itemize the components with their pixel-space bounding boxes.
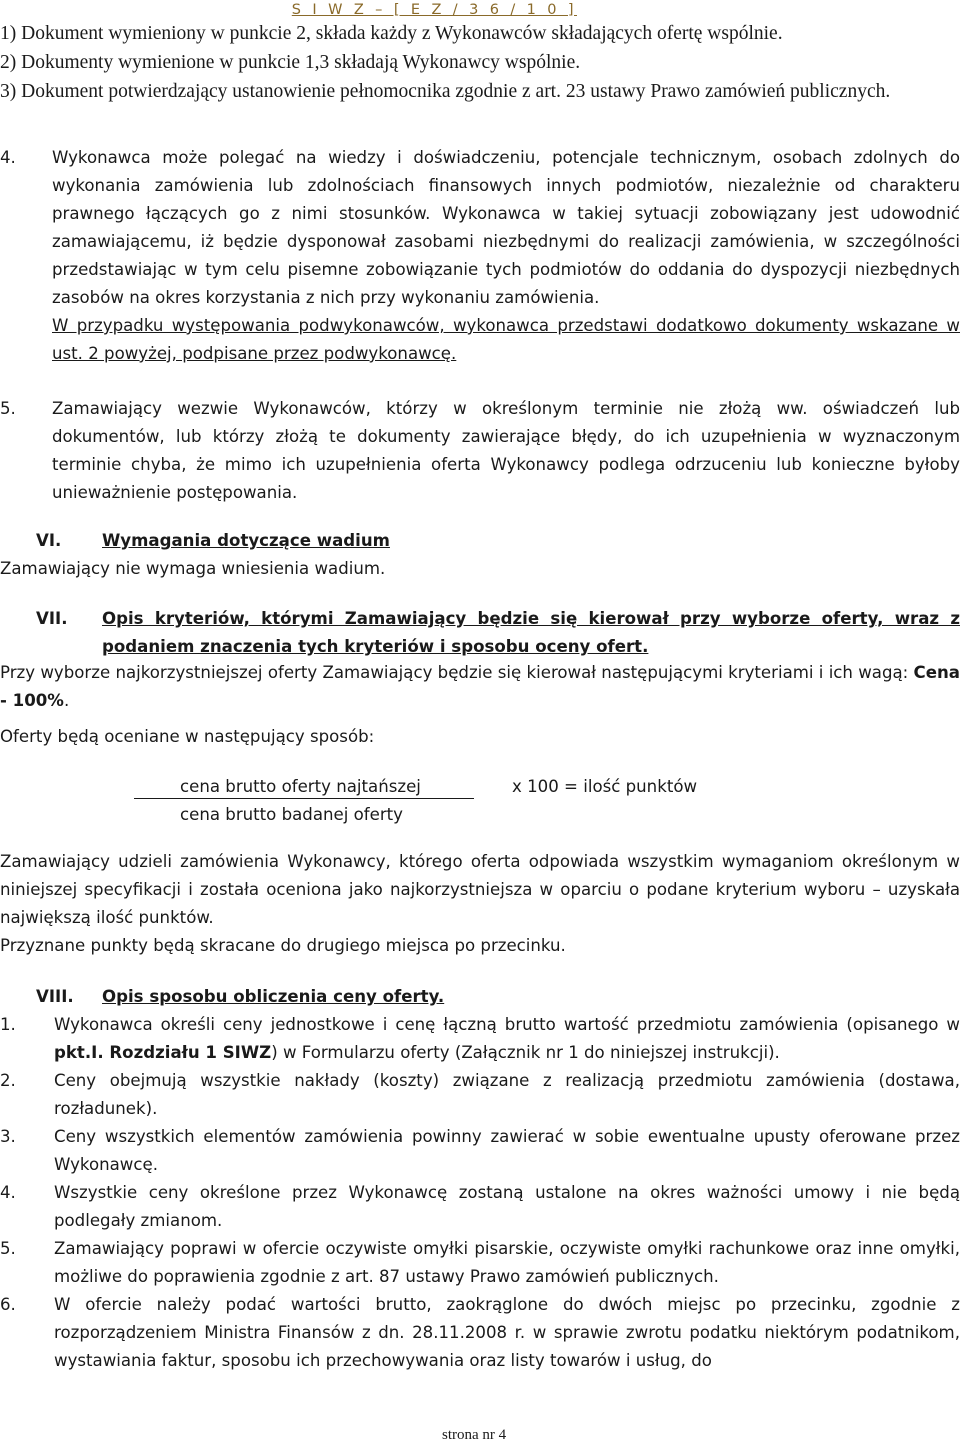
list-item [0,1291,960,1375]
paragraph-number: 4. [0,148,16,167]
item-bold-reference: pkt.I. Rozdziału 1 SIWZ [54,1043,272,1062]
item-text: Zamawiający poprawi w ofercie oczywiste omyłki pisarskie, oczywiste omyłki rachunkowe oraz inne omyłki, możliwe do poprawienia zgodnie z art. 87 ustawy Prawo zamówień publicznych. [54,1239,960,1286]
paragraph-4 [0,144,960,368]
section-title: Opis sposobu obliczenia ceny oferty. [102,987,445,1006]
list-item: 1) Dokument wymieniony w punkcie 2, składa każdy z Wykonawców składających ofertę wspólnie. [0,23,783,44]
section-7-intro [0,659,960,715]
page-number: strona nr 4 [442,1427,507,1443]
numerator-text: cena brutto oferty najtańszej [180,777,421,796]
price-calculation-list [0,1011,960,1375]
list-item [0,1179,960,1235]
award-paragraph: Zamawiający udzieli zamówienia Wykonawcy, którego oferta odpowiada wszystkim wymaganiom określonym w niniejszej specyfikacji i została oceniona jako najkorzystniejsza w oparciu o podane kryterium wyboru – uzyskała największą ilość punktów. [0,852,960,927]
item-text: Ceny obejmują wszystkie nakłady (koszty) związane z realizacją przedmiotu zamówienia (dostawa, rozładunek). [54,1071,960,1118]
list-item [0,1067,960,1123]
list-item: 2) Dokumenty wymienione w punkcie 1,3 składają Wykonawcy wspólnie. [0,52,581,73]
section-number: VII. [36,609,68,628]
item-number: 3. [0,1127,16,1146]
section-number: VIII. [36,987,74,1006]
item-number: 4. [0,1183,16,1202]
formula-denominator: cena brutto badanej oferty [180,805,403,824]
intro-end: . [63,691,70,710]
list-item [0,1123,960,1179]
section-title-line-2: podaniem znaczenia tych kryteriów i sposobu oceny ofert. [102,637,649,656]
item-text [54,1011,960,1067]
section-title-line-1: Opis kryteriów, którymi Zamawiający będzie się kierował przy wyborze oferty, wraz z [102,609,960,628]
evaluation-method-label: Oferty będą oceniane w następujący sposób: [0,727,375,746]
list-item [0,1235,960,1291]
intro-text: Przy wyborze najkorzystniejszej oferty Zamawiający będzie się kierował następującymi kryteriami i ich wagą: [0,663,914,682]
item-text-part: Wykonawca określi ceny jednostkowe i cenę łączną brutto wartość przedmiotu zamówienia (opisanego w [54,1015,960,1034]
criterion-name: Cena [913,663,960,682]
item-number: 1. [0,1015,16,1034]
section-6-text: Zamawiający nie wymaga wniesienia wadium. [0,559,386,578]
paragraph-number: 5. [0,399,16,418]
joint-offer-list [0,19,960,106]
item-text-part: ) w Formularzu oferty (Załącznik nr 1 do niniejszej instrukcji). [271,1043,780,1062]
paragraph-text: Zamawiający wezwie Wykonawców, którzy w określonym terminie nie złożą ww. oświadczeń lub dokumentów, lub którzy złożą te dokumenty zawierające błędy, do ich uzupełnienia w wyznaczonym terminie chyba, że mimo ich uzupełnienia oferta Wykonawcy podlega odrzuceniu lub konieczne byłoby unieważnienie postępowania. [52,399,960,502]
criterion-weight: - 100% [0,691,64,710]
section-title: Wymagania dotyczące wadium [102,531,390,550]
item-text: Ceny wszystkich elementów zamówienia powinny zawierać w sobie ewentualne upusty oferowane przez Wykonawcę. [54,1127,960,1174]
scoring-formula [0,771,960,831]
rounding-note: Przyznane punkty będą skracane do drugiego miejsca po przecinku. [0,936,566,955]
formula-result: x 100 = ilość punktów [512,777,698,796]
item-number: 6. [0,1295,16,1314]
paragraph-text: Wykonawca może polegać na wiedzy i doświadczeniu, potencjale technicznym, osobach zdolnych do wykonania zamówienia lub zdolnościach finansowych innych podmiotów, niezależnie od charakteru prawnego łączących go z nimi stosunków. Wykonawca w takiej sytuacji zobowiązany jest udowodnić zamawiającemu, iż będzie dysponował zasobami niezbędnymi do realizacji zamówienia, w szczególności przedstawiając w tym celu pisemne zobowiązanie tych podmiotów do oddania do dyspozycji niezbędnych zasobów na okres korzystania z nich przy wykonaniu zamówienia. [52,148,960,307]
document-header: S I W Z – [ E Z / 3 6 / 1 0 ] [291,2,577,18]
fraction-line [134,798,474,799]
formula-numerator [134,773,472,801]
item-text: Wszystkie ceny określone przez Wykonawcę zostaną ustalone na okres ważności umowy i nie będą podlegały zmianom. [54,1183,960,1230]
list-item: 3) Dokument potwierdzający ustanowienie pełnomocnika zgodnie z art. 23 ustawy Prawo zamówień publicznych. [0,81,891,102]
section-number: VI. [36,531,62,550]
item-text: W ofercie należy podać wartości brutto, zaokrąglone do dwóch miejsc po przecinku, zgodnie z rozporządzeniem Ministra Finansów z dn. 28.11.2008 r. w sprawie zwrotu podatku niektórym podatnikom, wystawiania faktur, sposobu ich przechowywania oraz listy towarów i usług, do [54,1295,960,1370]
subcontractor-note: W przypadku występowania podwykonawców, wykonawca przedstawi dodatkowo dokumenty wskazane w ust. 2 powyżej, podpisane przez podwykonawcę. [52,316,960,363]
paragraph-5 [0,395,960,507]
item-number: 5. [0,1239,16,1258]
item-number: 2. [0,1071,16,1090]
list-item [0,1011,960,1067]
